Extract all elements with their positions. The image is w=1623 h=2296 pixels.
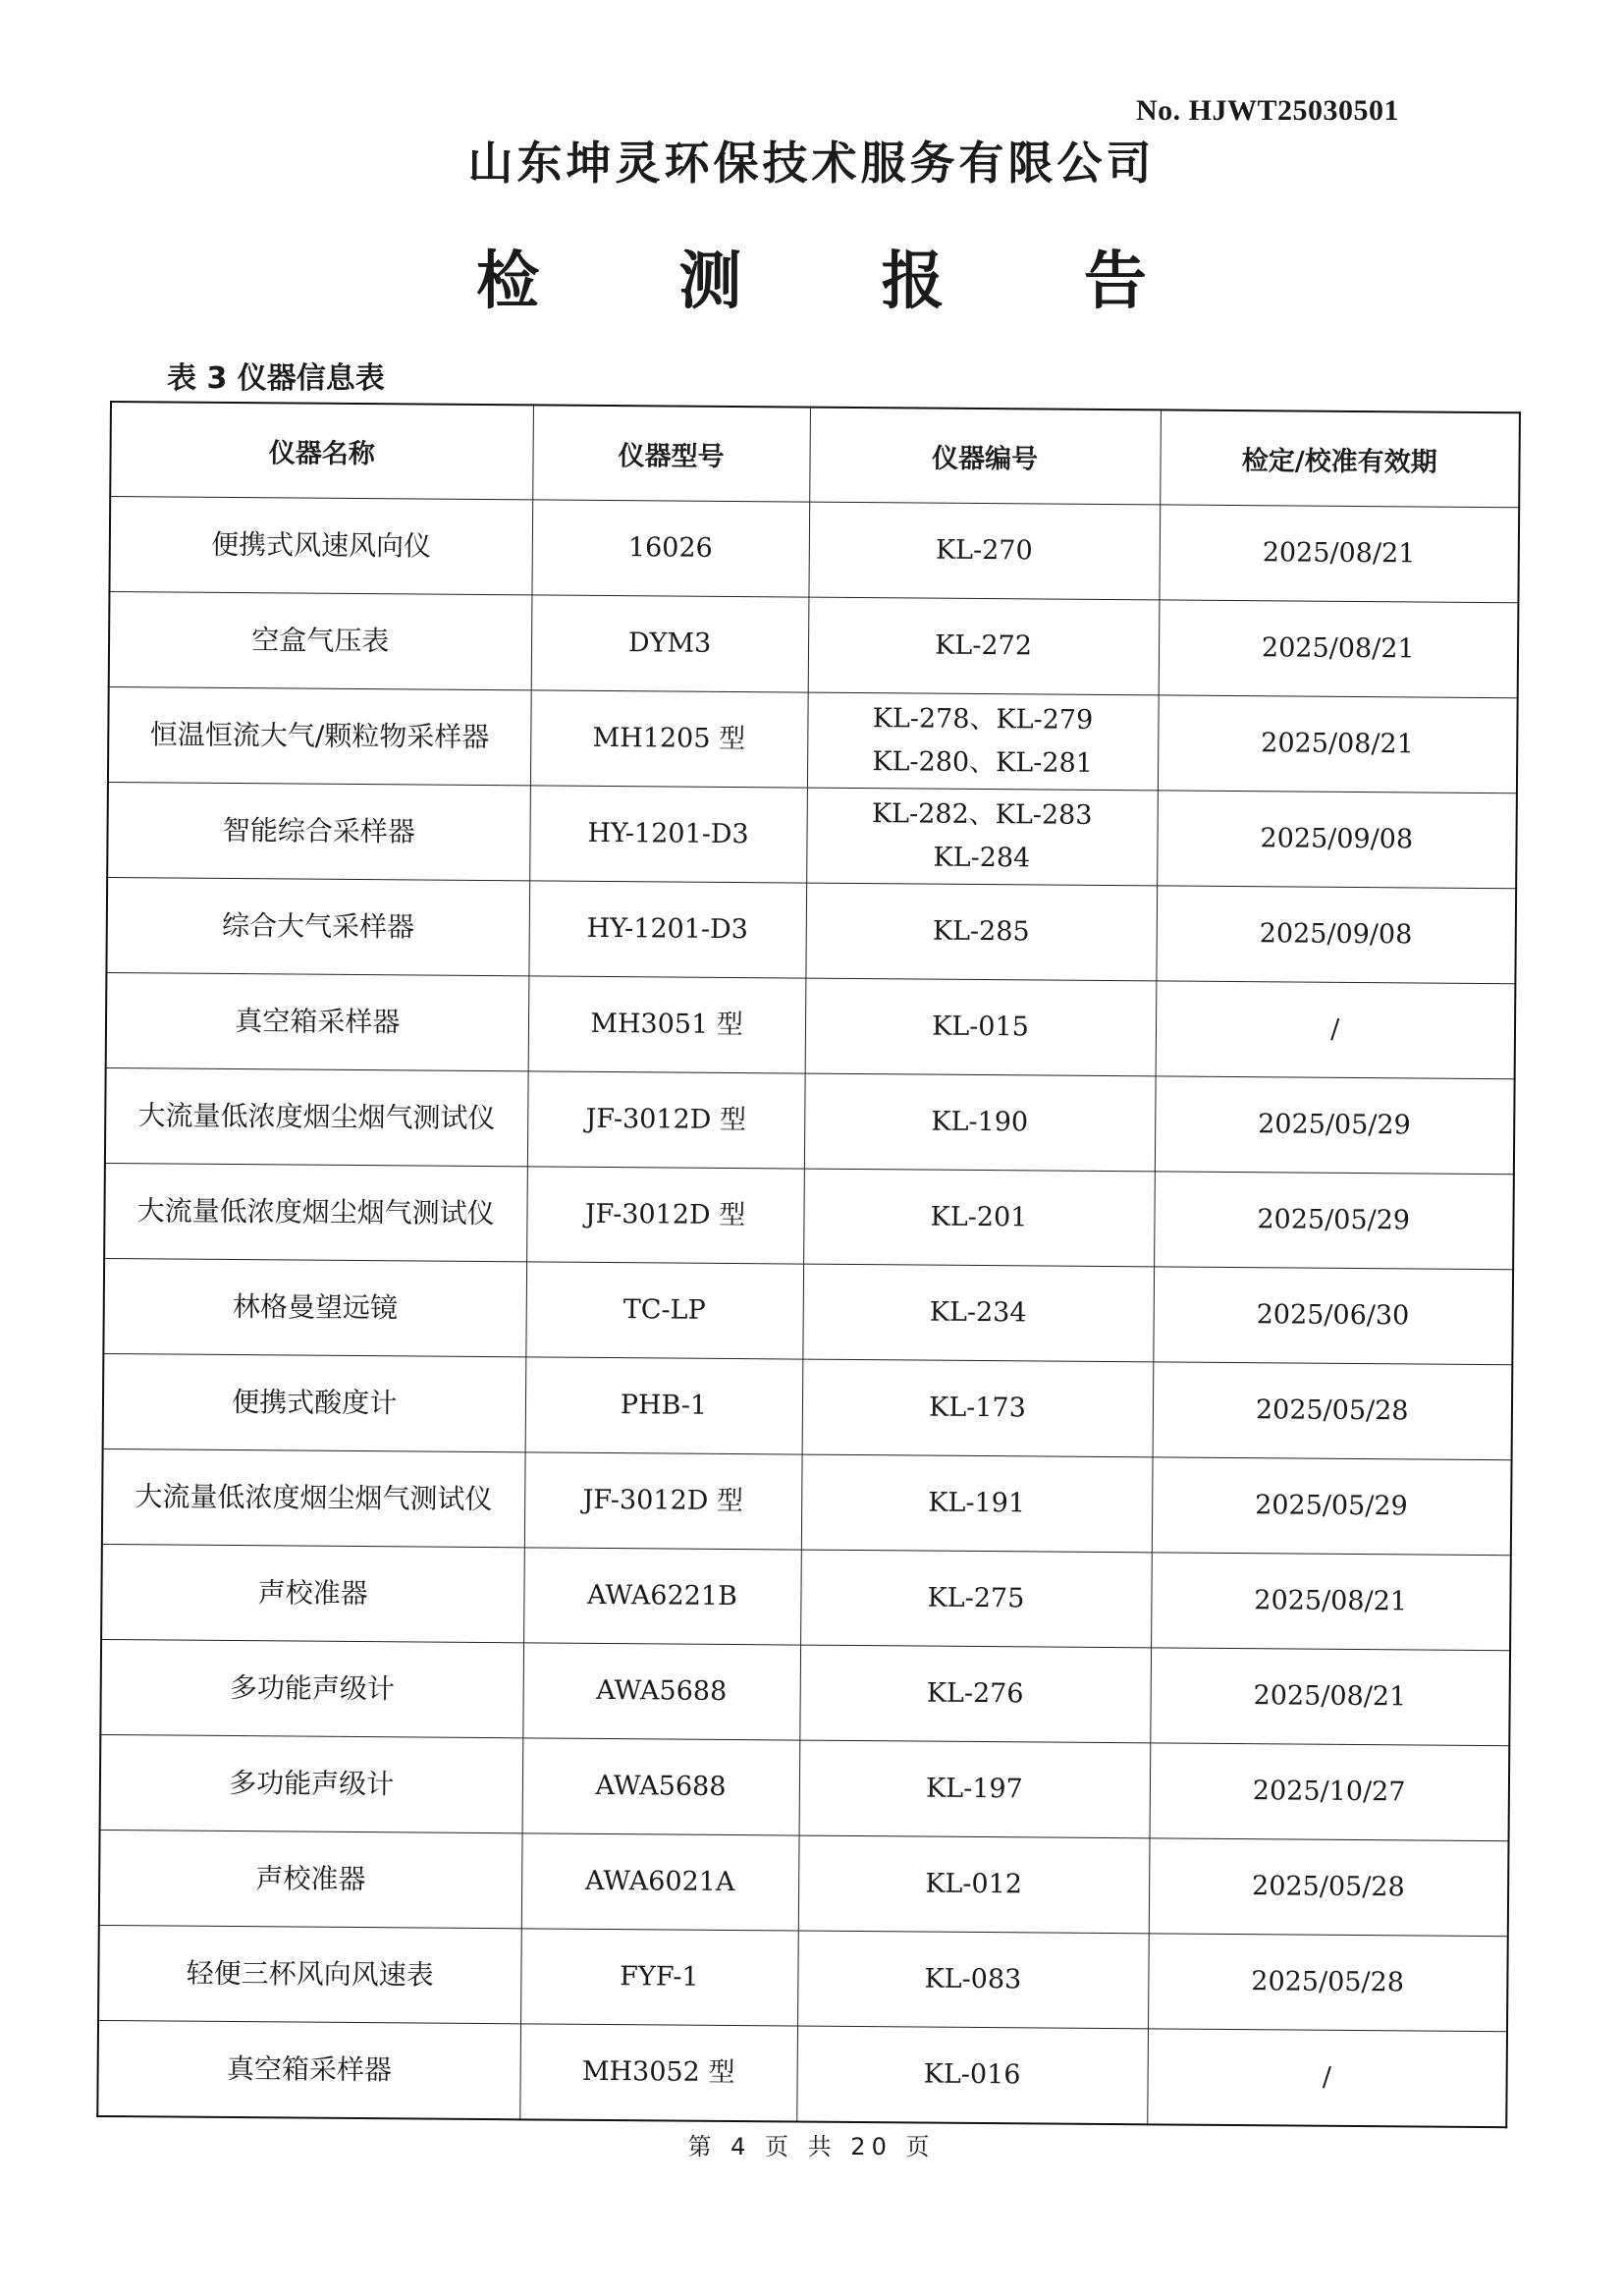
- instrument-table: [96, 401, 1521, 2128]
- table-row: [105, 1067, 1515, 1174]
- table-caption: 表 3 仪器信息表: [167, 361, 385, 396]
- instrument-id-cell: [805, 978, 1157, 1076]
- instrument-name-cell: 轻便三杯风向风速表: [98, 1925, 521, 2023]
- instrument-model-cell: AWA6221B: [523, 1548, 801, 1645]
- header-instrument-model: 仪器型号: [532, 405, 810, 502]
- instrument-model-cell: JF-3012D 型: [527, 1071, 805, 1169]
- table-row: [106, 877, 1516, 983]
- instrument-name-cell: 多功能声级计: [100, 1734, 523, 1832]
- instrument-id-cell: [807, 692, 1159, 791]
- table-row: [106, 972, 1516, 1078]
- instrument-id-line: KL-016: [923, 2058, 1021, 2091]
- instrument-model-cell: JF-3012D 型: [526, 1167, 804, 1264]
- table-row: [103, 1258, 1513, 1364]
- company-name: 山东坤灵环保技术服务有限公司: [467, 137, 1156, 190]
- instrument-id-cell: [798, 1835, 1150, 1934]
- calibration-validity-cell: 2025/05/28: [1148, 1934, 1508, 2032]
- instrument-name-cell: 真空箱采样器: [97, 2020, 520, 2119]
- instrument-name-cell: 综合大气采样器: [106, 877, 529, 975]
- table-row: [100, 1734, 1510, 1840]
- table-row: [102, 1449, 1512, 1555]
- table-row: [99, 1830, 1509, 1936]
- table-row: [98, 1925, 1508, 2031]
- calibration-validity-cell: 2025/09/08: [1156, 886, 1516, 984]
- instrument-model-cell: MH3051 型: [528, 976, 806, 1073]
- calibration-validity-cell: /: [1156, 981, 1516, 1079]
- table-row: [101, 1544, 1511, 1650]
- instrument-name-cell: 大流量低浓度烟尘烟气测试仪: [102, 1449, 525, 1547]
- table-body: [97, 497, 1519, 2128]
- instrument-name-cell: 空盒气压表: [109, 592, 532, 690]
- calibration-validity-cell: 2025/05/29: [1154, 1172, 1514, 1270]
- instrument-id-line: KL-285: [932, 915, 1030, 948]
- instrument-id-cell: [803, 1169, 1155, 1267]
- instrument-id-line: KL-173: [928, 1392, 1026, 1424]
- instrument-id-line: KL-280、KL-281: [872, 746, 1094, 779]
- calibration-validity-cell: 2025/05/29: [1155, 1076, 1515, 1175]
- instrument-model-cell: PHB-1: [525, 1357, 803, 1454]
- header-calibration-validity: 检定/校准有效期: [1160, 410, 1520, 507]
- instrument-id-cell: [808, 597, 1160, 695]
- instrument-id-cell: [801, 1454, 1153, 1553]
- page-number: 第 4 页 共 20 页: [687, 2133, 936, 2160]
- instrument-id-line: KL-284: [933, 842, 1031, 874]
- header-instrument-id: 仪器编号: [809, 408, 1161, 505]
- instrument-id-cell: [797, 1931, 1149, 2029]
- instrument-id-line: KL-270: [935, 534, 1033, 567]
- instrument-id-cell: [802, 1359, 1154, 1457]
- instrument-model-cell: AWA5688: [522, 1738, 800, 1835]
- calibration-validity-cell: /: [1147, 2029, 1507, 2127]
- table-row: [104, 1163, 1514, 1269]
- instrument-id-cell: [804, 1073, 1156, 1172]
- instrument-name-cell: 真空箱采样器: [106, 972, 529, 1070]
- instrument-model-cell: MH3052 型: [519, 2024, 797, 2122]
- instrument-id-cell: [796, 2026, 1148, 2124]
- calibration-validity-cell: 2025/08/21: [1158, 695, 1518, 793]
- instrument-id-line: KL-276: [926, 1677, 1024, 1710]
- instrument-model-cell: AWA5688: [522, 1643, 800, 1740]
- table-row: [97, 2020, 1507, 2127]
- instrument-table-container: [96, 401, 1519, 2128]
- instrument-id-line: KL-201: [930, 1201, 1028, 1233]
- instrument-id-line: KL-278、KL-279: [872, 703, 1094, 736]
- instrument-id-line: KL-191: [928, 1487, 1026, 1519]
- instrument-name-cell: 多功能声级计: [100, 1639, 523, 1737]
- table-row: [107, 782, 1517, 888]
- instrument-id-cell: [802, 1264, 1154, 1362]
- calibration-validity-cell: 2025/05/28: [1153, 1362, 1513, 1460]
- instrument-model-cell: TC-LP: [525, 1262, 803, 1359]
- instrument-id-line: KL-012: [925, 1868, 1023, 1900]
- calibration-validity-cell: 2025/10/27: [1150, 1743, 1510, 1841]
- table-row: [108, 686, 1518, 793]
- calibration-validity-cell: 2025/08/21: [1159, 505, 1519, 603]
- instrument-name-cell: 林格曼望远镜: [103, 1258, 526, 1356]
- instrument-model-cell: 16026: [531, 500, 809, 597]
- calibration-validity-cell: 2025/08/21: [1150, 1648, 1510, 1746]
- calibration-validity-cell: 2025/05/29: [1152, 1457, 1512, 1556]
- instrument-id-line: KL-083: [924, 1963, 1022, 1995]
- calibration-validity-cell: 2025/09/08: [1157, 791, 1517, 889]
- instrument-id-cell: [806, 788, 1158, 886]
- calibration-validity-cell: 2025/08/21: [1159, 600, 1519, 698]
- table-row: [109, 497, 1519, 603]
- instrument-id-line: KL-282、KL-283: [871, 798, 1093, 831]
- report-title: 检 测 报 告: [476, 246, 1206, 318]
- calibration-validity-cell: 2025/05/28: [1149, 1838, 1509, 1937]
- instrument-id-line: KL-234: [929, 1296, 1027, 1329]
- instrument-id-line: KL-190: [931, 1106, 1029, 1138]
- instrument-model-cell: HY-1201-D3: [529, 786, 807, 883]
- table-row: [103, 1353, 1513, 1459]
- instrument-model-cell: HY-1201-D3: [528, 881, 806, 978]
- instrument-id-line: KL-272: [935, 629, 1033, 662]
- instrument-model-cell: JF-3012D 型: [524, 1452, 802, 1550]
- table-header-row: [110, 402, 1520, 508]
- table-row: [109, 592, 1519, 698]
- table-row: [100, 1639, 1510, 1745]
- instrument-id-cell: [800, 1550, 1152, 1648]
- instrument-model-cell: DYM3: [531, 595, 809, 692]
- instrument-id-line: KL-015: [932, 1011, 1030, 1043]
- header-instrument-name: 仪器名称: [110, 402, 533, 500]
- instrument-id-line: KL-197: [925, 1773, 1023, 1805]
- instrument-id-line: KL-275: [927, 1582, 1025, 1614]
- calibration-validity-cell: 2025/08/21: [1151, 1553, 1511, 1651]
- instrument-name-cell: 声校准器: [99, 1830, 522, 1928]
- instrument-name-cell: 智能综合采样器: [107, 782, 530, 880]
- instrument-id-cell: [808, 502, 1160, 600]
- instrument-model-cell: MH1205 型: [530, 690, 808, 788]
- calibration-validity-cell: 2025/06/30: [1153, 1267, 1513, 1365]
- instrument-name-cell: 声校准器: [101, 1544, 524, 1642]
- instrument-model-cell: AWA6021A: [521, 1833, 799, 1931]
- instrument-name-cell: 恒温恒流大气/颗粒物采样器: [108, 686, 531, 785]
- instrument-id-cell: [799, 1645, 1151, 1743]
- instrument-id-cell: [799, 1740, 1151, 1838]
- report-number: No. HJWT25030501: [1135, 94, 1399, 127]
- instrument-model-cell: FYF-1: [520, 1929, 798, 2026]
- instrument-name-cell: 便携式酸度计: [103, 1353, 526, 1451]
- instrument-name-cell: 大流量低浓度烟尘烟气测试仪: [105, 1067, 528, 1166]
- instrument-id-cell: [805, 883, 1157, 981]
- instrument-name-cell: 大流量低浓度烟尘烟气测试仪: [104, 1163, 527, 1261]
- instrument-name-cell: 便携式风速风向仪: [109, 497, 532, 595]
